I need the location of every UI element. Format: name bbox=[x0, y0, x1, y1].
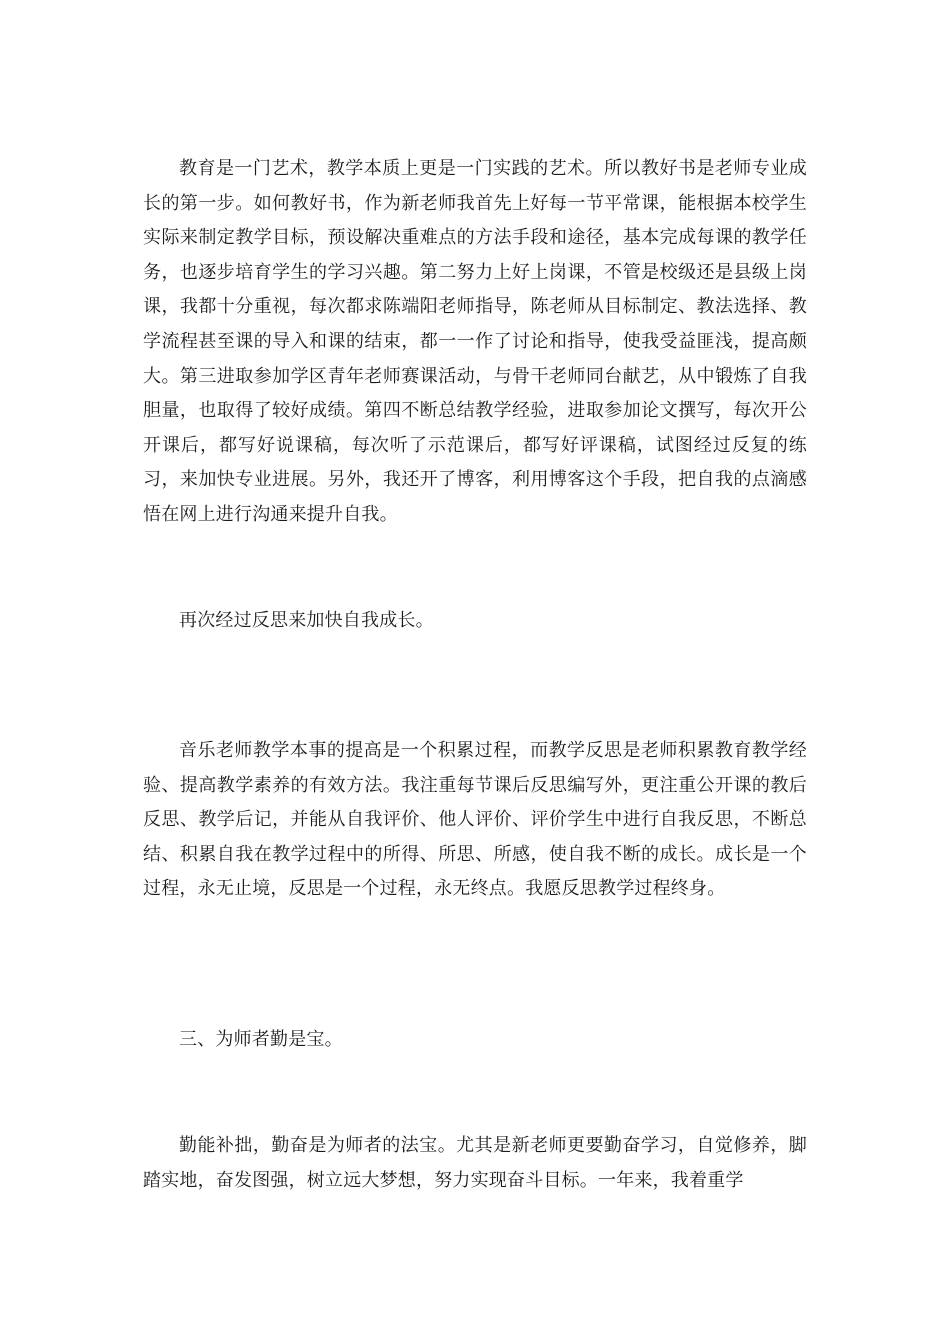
section-heading-diligence: 三、为师者勤是宝。 bbox=[179, 1029, 343, 1050]
paragraph-teaching-practice: 教育是一门艺术，教学本质上更是一门实践的艺术。所以教好书是老师专业成长的第一步。如何教好书，作为新老师我首先上好每一节平常课，能根据本校学生实际来制定教学目标，预设解决重难点的方法手段和途径，基本完成每课的教学任务，也逐步培育学生的学习兴趣。第二努力上好上岗课，不管是校级还是县级上岗课，我都十分重视，每次都求陈端阳老师指导，陈老师从目标制定、教法选择、教学流程甚至课的导入和课的结束，都一一作了讨论和指导，使我受益匪浅，提高颇大。第三进取参加学区青年老师赛课活动，与骨干老师同台献艺，从中锻炼了自我胆量，也取得了较好成绩。第四不断总结教学经验，进取参加论文撰写，每次开公开课后，都写好说课稿，每次听了示范课后，都写好评课稿，试图经过反复的练习，来加快专业进展。另外，我还开了博客，利用博客这个手段，把自我的点滴感悟在网上进行沟通来提升自我。 bbox=[143, 158, 807, 525]
paragraph-reflection-body: 音乐老师教学本事的提高是一个积累过程，而教学反思是老师积累教育教学经验、提高教学素养的有效方法。我注重每节课后反思编写外，更注重公开课的教后反思、教学后记，并能从自我评价、他人评价、评价学生中进行自我反思，不断总结、积累自我在教学过程中的所得、所思、所感，使自我不断的成长。成长是一个过程，永无止境，反思是一个过程，永无终点。我愿反思教学过程终身。 bbox=[143, 740, 807, 900]
paragraph-reflection-heading: 再次经过反思来加快自我成长。 bbox=[179, 610, 434, 631]
paragraph-diligence-body: 勤能补拙，勤奋是为师者的法宝。尤其是新老师更要勤奋学习，自觉修养，脚踏实地，奋发图强，树立远大梦想，努力实现奋斗目标。一年来，我着重学 bbox=[143, 1135, 807, 1191]
